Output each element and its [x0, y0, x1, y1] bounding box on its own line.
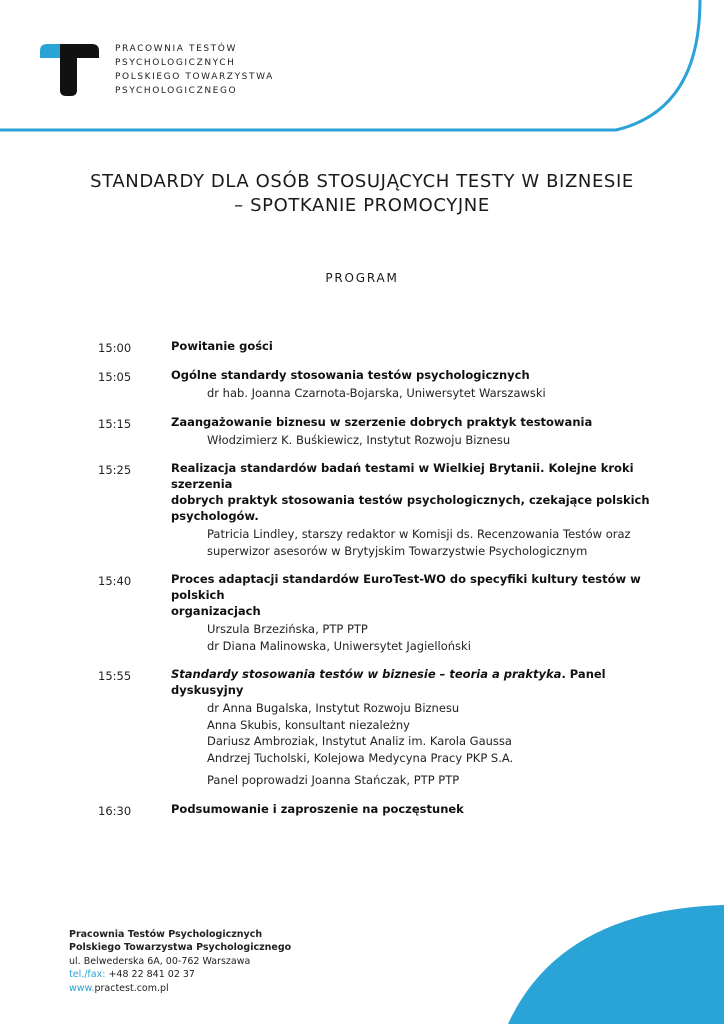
agenda-topic-line: psychologów. — [171, 509, 259, 523]
logo-line: PSYCHOLOGICZNEGO — [115, 86, 238, 96]
document-title — [0, 170, 724, 218]
web-link[interactable]: practest.com.pl — [94, 982, 169, 994]
agenda-time: 15:00 — [98, 341, 132, 355]
agenda-time: 15:25 — [98, 463, 132, 477]
speaker-list — [171, 385, 658, 402]
agenda-list — [98, 338, 658, 830]
agenda-topic: Ogólne standardy stosowania testów psychologicznych — [171, 368, 530, 382]
speaker: dr Diana Malinowska, Uniwersytet Jagielloński — [207, 638, 471, 653]
agenda-content — [171, 801, 658, 818]
title-line-1: STANDARDY DLA OSÓB STOSUJĄCYCH TESTY W BIZNESIE — [90, 171, 634, 192]
speaker: Dariusz Ambroziak, Instytut Analiz im. Karola Gaussa — [207, 734, 512, 748]
agenda-content — [171, 338, 658, 355]
speaker: Anna Skubis, konsultant niezależny — [207, 717, 410, 732]
agenda-topic-line: organizacjach — [171, 604, 261, 618]
web-label: www. — [69, 982, 95, 994]
footer-address: ul. Belwederska 6A, 00-762 Warszawa — [69, 955, 251, 967]
speaker: dr hab. Joanna Czarnota-Bojarska, Uniwersytet Warszawski — [207, 386, 546, 400]
agenda-content — [171, 571, 658, 654]
agenda-item — [98, 460, 658, 559]
speaker: Urszula Brzezińska, PTP PTP — [207, 622, 368, 636]
speaker: dr Anna Bugalska, Instytut Rozwoju Biznesu — [207, 701, 460, 715]
speaker-list — [171, 621, 658, 654]
agenda-item — [98, 338, 658, 355]
speaker: superwizor asesorów w Brytyjskim Towarzystwie Psychologicznym — [207, 543, 588, 558]
agenda-topic — [171, 666, 658, 698]
logo-icon — [40, 44, 99, 96]
speaker-list — [171, 700, 658, 789]
agenda-topic: Powitanie gości — [171, 339, 273, 353]
agenda-time: 15:55 — [98, 669, 132, 683]
agenda-item — [98, 571, 658, 654]
header-arc-line — [0, 0, 700, 130]
logo-line: PRACOWNIA TESTÓW — [115, 44, 237, 54]
speaker: Włodzimierz K. Buśkiewicz, Instytut Rozwoju Biznesu — [207, 432, 511, 447]
speaker-list — [171, 526, 658, 559]
agenda-content — [171, 367, 658, 402]
logo-wordmark — [115, 42, 274, 98]
agenda-time: 15:15 — [98, 416, 132, 431]
agenda-topic-italic: Standardy stosowania testów w biznesie – teoria a praktyka — [171, 667, 562, 681]
agenda-topic-line: dobrych praktyk stosowania testów psychologicznych, czekające polskich — [171, 493, 650, 507]
phone-number: +48 22 841 02 37 — [108, 969, 195, 981]
footer-phone-row — [69, 968, 291, 981]
agenda-content — [171, 414, 658, 449]
agenda-time: 15:40 — [98, 574, 132, 588]
speaker-list — [171, 432, 658, 449]
agenda-topic: Podsumowanie i zaproszenie na poczęstunek — [171, 801, 464, 816]
agenda-item — [98, 414, 658, 449]
speaker: Andrzej Tucholski, Kolejowa Medycyna Pracy PKP S.A. — [207, 750, 514, 765]
agenda-time: 16:30 — [98, 803, 132, 818]
corner-blue-shape — [508, 905, 724, 1024]
speaker: Patricia Lindley, starszy redaktor w Komisji ds. Recenzowania Testów oraz — [207, 527, 631, 541]
agenda-content — [171, 460, 658, 559]
agenda-topic-line: Proces adaptacji standardów EuroTest-WO do specyfiki kultury testów w polskich — [171, 572, 641, 602]
agenda-topic-rest: . Panel dyskusyjny — [171, 667, 606, 697]
footer-web-row[interactable] — [69, 982, 291, 995]
agenda-content — [171, 666, 658, 789]
footer-contact — [69, 928, 291, 995]
logo-line: POLSKIEGO TOWARZYSTWA — [115, 72, 274, 82]
agenda-item — [98, 801, 658, 818]
agenda-time: 15:05 — [98, 370, 132, 384]
phone-label: tel./fax: — [69, 969, 106, 981]
agenda-topic: Zaangażowanie biznesu w szerzenie dobrych praktyk testowania — [171, 414, 593, 429]
footer-org-line: Polskiego Towarzystwa Psychologicznego — [69, 942, 292, 954]
agenda-topic-line: Realizacja standardów badań testami w Wielkiej Brytanii. Kolejne kroki szerzenia — [171, 461, 634, 491]
panel-moderator-note: Panel poprowadzi Joanna Stańczak, PTP PTP — [207, 773, 460, 787]
agenda-item — [98, 666, 658, 789]
footer-org-line: Pracownia Testów Psychologicznych — [69, 929, 263, 940]
agenda-item — [98, 367, 658, 402]
logo-line: PSYCHOLOGICZNYCH — [115, 58, 236, 68]
title-line-2: – SPOTKANIE PROMOCYJNE — [234, 195, 490, 216]
program-heading: PROGRAM — [325, 271, 399, 285]
